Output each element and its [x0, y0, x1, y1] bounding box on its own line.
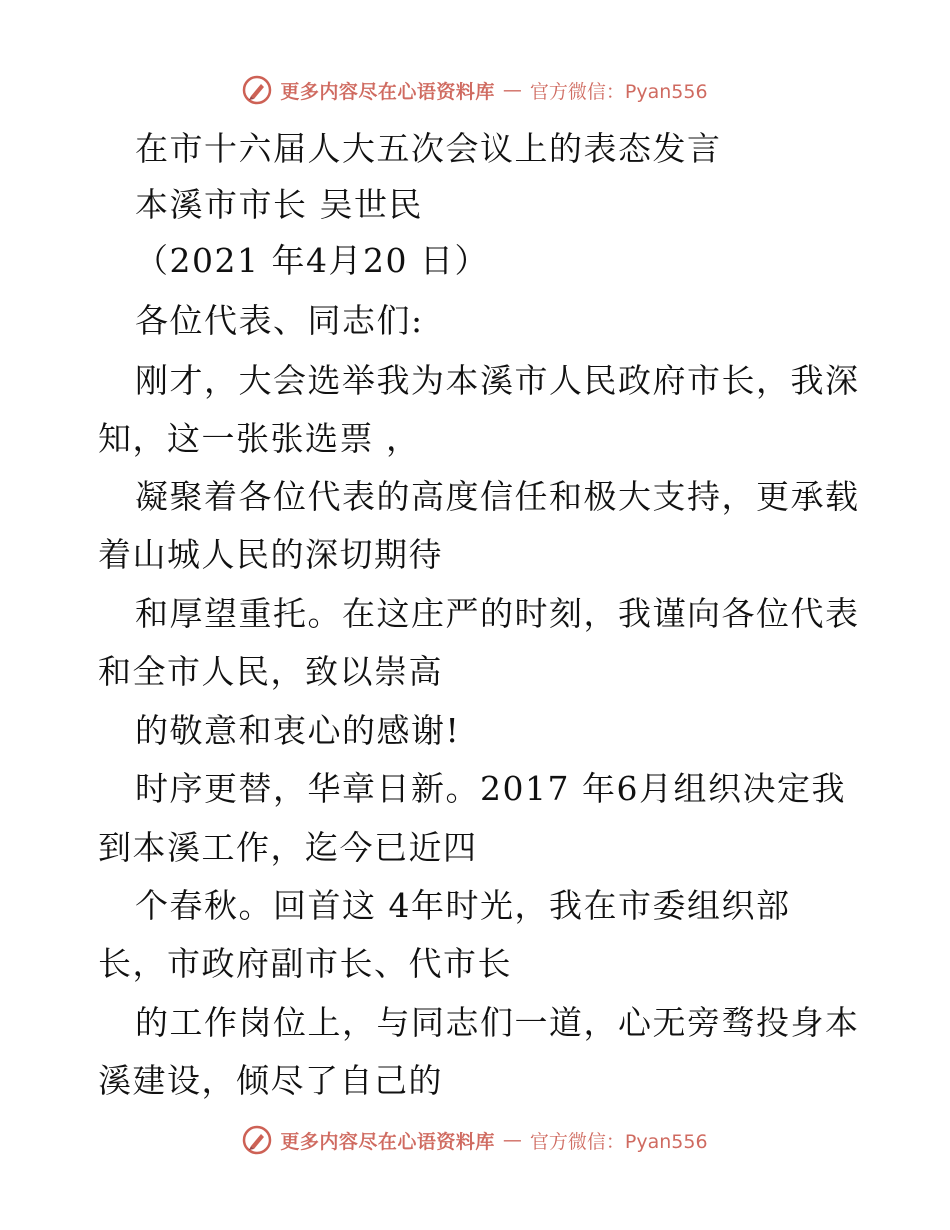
- watermark-wechat: 官方微信：Pyan556: [529, 80, 708, 103]
- text-line: 刚才，大会选举我为本溪市人民政府市长，我深: [135, 361, 860, 400]
- watermark-separator: —: [502, 1129, 522, 1151]
- text-line: 的工作岗位上，与同志们一道，心无旁骛投身本: [135, 1003, 860, 1042]
- text-line: 时序更替，华章日新。2017 年6月组织决定我: [135, 769, 846, 808]
- pen-logo-icon: [242, 1125, 272, 1155]
- text-line: 凝聚着各位代表的高度信任和极大支持，更承载: [135, 477, 860, 516]
- text-line: 各位代表、同志们:: [135, 301, 424, 340]
- watermark-header: [0, 70, 950, 110]
- watermark-text: 更多内容尽在心语资料库: [280, 80, 495, 103]
- text-line: 到本溪工作，迄今已近四: [98, 828, 478, 867]
- document-author: 本溪市市长 吴世民: [135, 185, 423, 224]
- watermark-wechat: 官方微信：Pyan556: [529, 1130, 708, 1153]
- text-line: 的敬意和衷心的感谢!: [135, 711, 461, 750]
- pen-logo-icon: [242, 75, 272, 105]
- text-line: 个春秋。回首这 4年时光，我在市委组织部: [135, 886, 791, 925]
- watermark-text: 更多内容尽在心语资料库: [280, 1130, 495, 1153]
- document-title: 在市十六届人大五次会议上的表态发言: [135, 129, 722, 168]
- document-date: （2021 年4月20 日）: [135, 241, 489, 280]
- watermark-footer: [0, 1120, 950, 1160]
- watermark-separator: —: [502, 79, 522, 101]
- text-line: 溪建设，倾尽了自己的: [98, 1061, 443, 1100]
- text-line: 知，这一张张选票 ，: [98, 419, 421, 458]
- text-line: 和厚望重托。在这庄严的时刻，我谨向各位代表: [135, 594, 860, 633]
- text-line: 和全市人民，致以崇高: [98, 652, 443, 691]
- text-line: 长，市政府副市长、代市长: [98, 944, 512, 983]
- text-line: 着山城人民的深切期待: [98, 535, 443, 574]
